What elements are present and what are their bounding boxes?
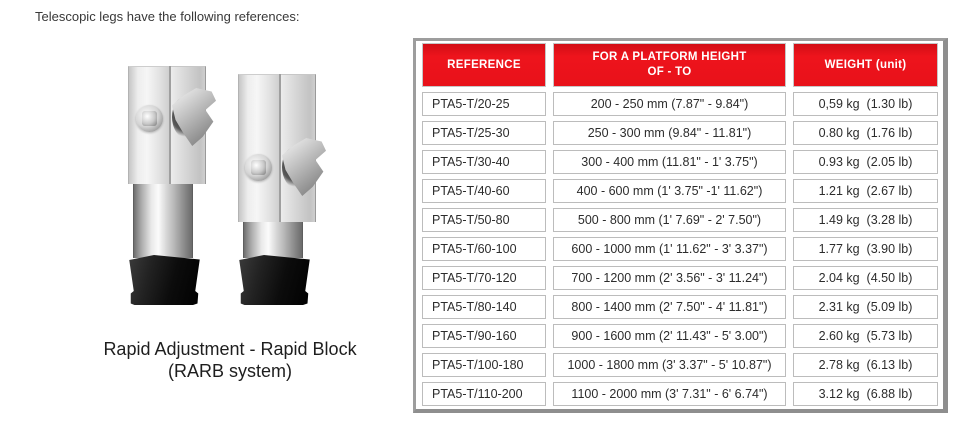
table-cell-weight: 2.31 kg (5.09 lb) xyxy=(793,295,938,319)
caption-line1: Rapid Adjustment - Rapid Block xyxy=(103,339,357,359)
leg-edge-seam xyxy=(169,66,171,184)
header-height-line2: OF - TO xyxy=(647,66,692,78)
header-height-line1: FOR A PLATFORM HEIGHT xyxy=(592,51,747,64)
intro-text: Telescopic legs have the following references: xyxy=(35,9,300,24)
header-reference: REFERENCE xyxy=(422,43,546,87)
table-cell-height: 300 - 400 mm (11.81" - 1' 3.75") xyxy=(553,150,786,174)
table-cell-height: 500 - 800 mm (1' 7.69" - 2' 7.50") xyxy=(553,208,786,232)
table-cell-reference: PTA5-T/70-120 xyxy=(422,266,546,290)
table-cell-weight: 0.93 kg (2.05 lb) xyxy=(793,150,938,174)
leg-inner-tube xyxy=(133,184,193,258)
leg-outer-tube-front xyxy=(238,74,279,222)
table-cell-weight: 1.21 kg (2.67 lb) xyxy=(793,179,938,203)
leg-bolt-head-icon xyxy=(142,111,157,126)
leg-rubber-foot xyxy=(237,255,312,305)
table-cell-reference: PTA5-T/25-30 xyxy=(422,121,546,145)
table-cell-height: 1000 - 1800 mm (3' 3.37" - 5' 10.87") xyxy=(553,353,786,377)
table-cell-reference: PTA5-T/80-140 xyxy=(422,295,546,319)
table-cell-height: 900 - 1600 mm (2' 11.43" - 5' 3.00") xyxy=(553,324,786,348)
header-weight: WEIGHT (unit) xyxy=(793,43,938,87)
table-cell-reference: PTA5-T/40-60 xyxy=(422,179,546,203)
table-cell-reference: PTA5-T/100-180 xyxy=(422,353,546,377)
telescopic-leg-right xyxy=(238,74,330,305)
table-cell-height: 1100 - 2000 mm (3' 7.31" - 6' 6.74") xyxy=(553,382,786,406)
table-cell-height: 250 - 300 mm (9.84" - 11.81") xyxy=(553,121,786,145)
table-cell-weight: 0.80 kg (1.76 lb) xyxy=(793,121,938,145)
header-platform-height xyxy=(553,43,786,87)
table-cell-reference: PTA5-T/90-160 xyxy=(422,324,546,348)
telescopic-legs-figure xyxy=(0,0,410,433)
table-cell-height: 400 - 600 mm (1' 3.75" -1' 11.62") xyxy=(553,179,786,203)
table-cell-height: 600 - 1000 mm (1' 11.62" - 3' 3.37") xyxy=(553,237,786,261)
table-cell-weight: 0,59 kg (1.30 lb) xyxy=(793,92,938,116)
caption-line2: (RARB system) xyxy=(167,360,292,381)
table-cell-reference: PTA5-T/20-25 xyxy=(422,92,546,116)
leg-inner-tube xyxy=(243,222,303,258)
leg-bolt-head-icon xyxy=(251,160,266,175)
figure-caption xyxy=(60,339,400,383)
table-cell-height: 200 - 250 mm (7.87" - 9.84") xyxy=(553,92,786,116)
table-cell-weight: 3.12 kg (6.88 lb) xyxy=(793,382,938,406)
table-cell-reference: PTA5-T/60-100 xyxy=(422,237,546,261)
table-cell-weight: 2.04 kg (4.50 lb) xyxy=(793,266,938,290)
table-cell-weight: 1.77 kg (3.90 lb) xyxy=(793,237,938,261)
table-cell-reference: PTA5-T/50-80 xyxy=(422,208,546,232)
leg-bolt-icon xyxy=(136,105,163,132)
table-cell-reference: PTA5-T/110-200 xyxy=(422,382,546,406)
table-cell-weight: 2.60 kg (5.73 lb) xyxy=(793,324,938,348)
leg-rubber-foot xyxy=(127,255,202,305)
telescopic-leg-left xyxy=(128,66,220,305)
leg-edge-seam xyxy=(279,74,281,222)
table-cell-weight: 2.78 kg (6.13 lb) xyxy=(793,353,938,377)
table-cell-height: 700 - 1200 mm (2' 3.56" - 3' 11.24") xyxy=(553,266,786,290)
leg-bolt-icon xyxy=(245,154,272,181)
reference-table xyxy=(413,38,948,413)
table-cell-height: 800 - 1400 mm (2' 7.50" - 4' 11.81") xyxy=(553,295,786,319)
table-cell-weight: 1.49 kg (3.28 lb) xyxy=(793,208,938,232)
table-cell-reference: PTA5-T/30-40 xyxy=(422,150,546,174)
